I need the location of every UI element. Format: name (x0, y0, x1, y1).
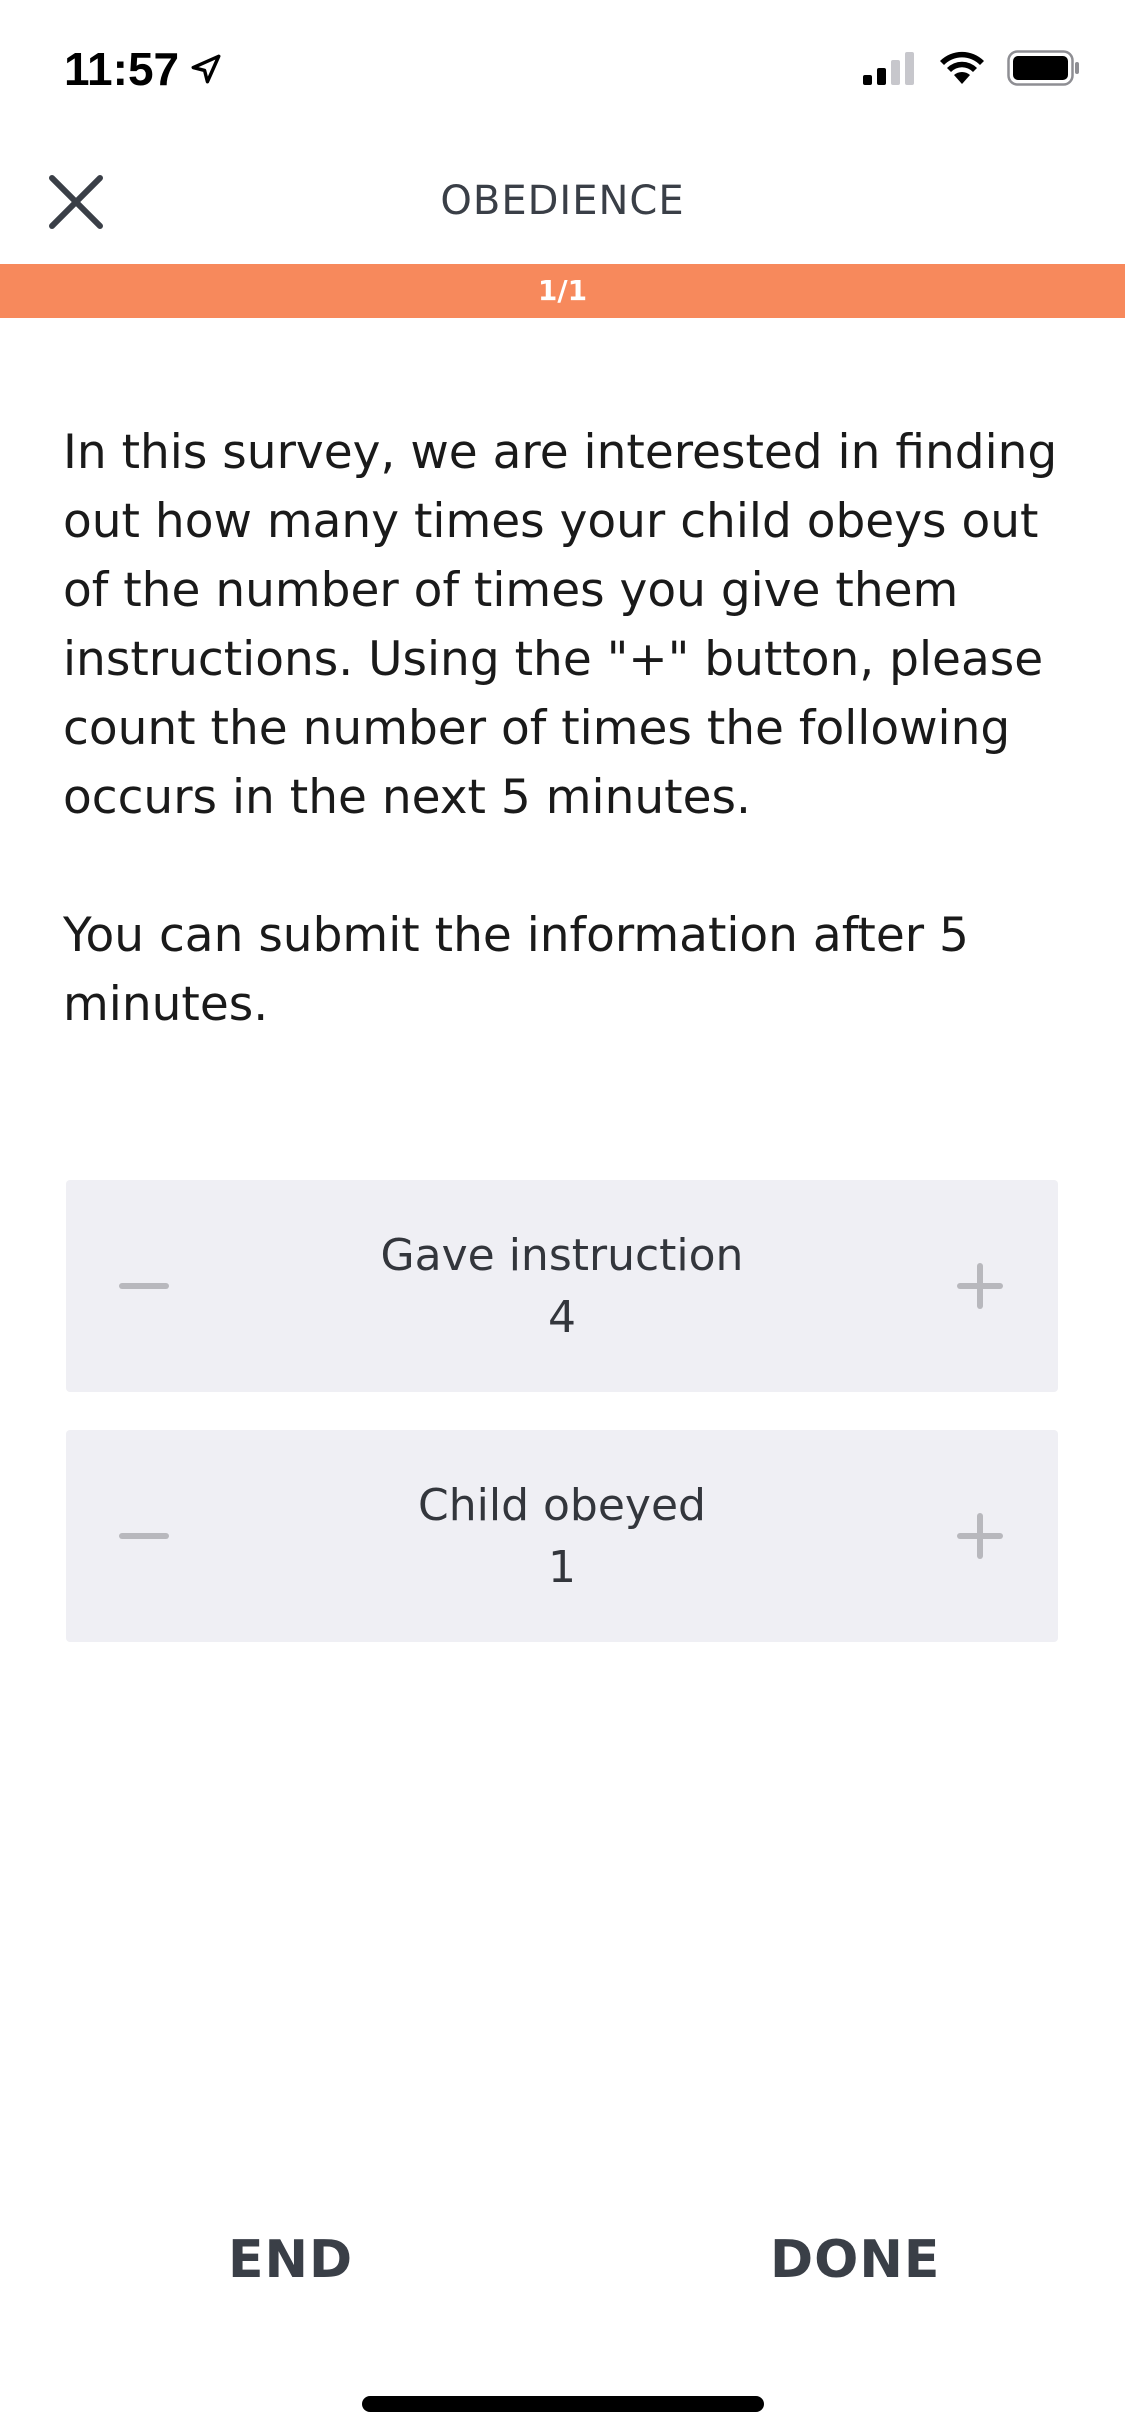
wifi-icon (939, 51, 985, 85)
submit-note: You can submit the information after 5 minutes. (63, 908, 969, 1032)
end-button[interactable]: END (228, 2230, 354, 2290)
status-time (64, 42, 223, 96)
counter-gave-instruction (66, 1180, 1058, 1392)
page-title: OBEDIENCE (440, 178, 685, 224)
counter-value: 4 (548, 1292, 576, 1343)
nav-bar (0, 140, 1125, 264)
done-button[interactable]: DONE (770, 2230, 941, 2290)
home-indicator (362, 2396, 764, 2412)
survey-instructions (63, 418, 1063, 1039)
cellular-signal-icon (863, 51, 917, 85)
status-icons (863, 50, 1081, 86)
increment-button[interactable] (940, 1496, 1020, 1576)
counter-label: Gave instruction (380, 1230, 744, 1281)
increment-button[interactable] (940, 1246, 1020, 1326)
progress-bar: 1/1 (0, 264, 1125, 318)
status-bar (0, 0, 1125, 140)
location-arrow-icon (189, 52, 223, 86)
battery-icon (1007, 50, 1081, 86)
instructions-paragraph: In this survey, we are interested in finding out how many times your child obeys out of the number of times you give them instructions. Using the "+" button, please count the number of times the following occurs in the next 5 minutes. (63, 425, 1058, 825)
counter-value: 1 (548, 1542, 576, 1593)
status-time-text: 11:57 (64, 43, 180, 95)
counter-label: Child obeyed (418, 1480, 706, 1531)
plus-icon (940, 1246, 1020, 1326)
plus-icon (940, 1496, 1020, 1576)
counter-child-obeyed (66, 1430, 1058, 1642)
